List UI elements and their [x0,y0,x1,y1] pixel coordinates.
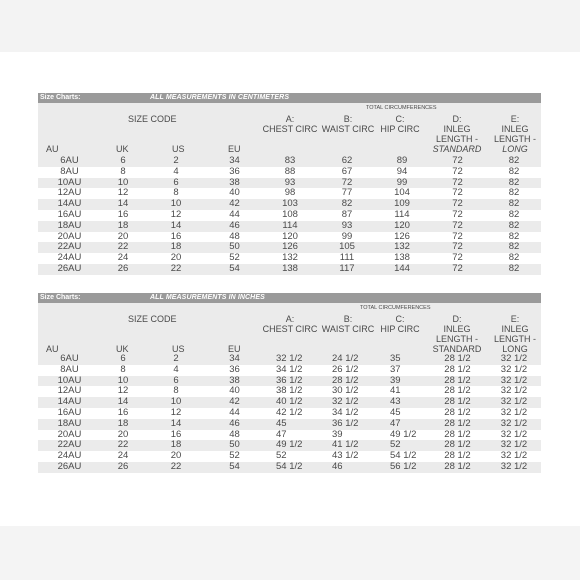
cell-us: 12 [145,210,207,221]
cell-waist: 77 [318,188,376,199]
cell-inleg-standard: 72 [428,253,487,264]
cell-uk: 6 [101,354,145,365]
cell-chest: 93 [262,178,318,189]
cell-uk: 8 [101,167,145,178]
cell-chest: 98 [262,188,318,199]
col-a-letter: A: [285,114,295,124]
cell-waist: 41 1/2 [318,440,376,451]
cell-hip: 43 [376,397,428,408]
cell-eu: 42 [207,199,262,210]
cell-eu: 44 [207,210,262,221]
cell-au: 24AU [38,253,101,264]
cell-waist: 26 1/2 [318,365,376,376]
col-eu-header: EU [228,344,241,354]
cell-inleg-standard: 72 [428,178,487,189]
cell-us: 10 [145,397,207,408]
cell-eu: 50 [207,440,262,451]
col-e-label-2: LENGTH - [493,334,536,344]
cell-inleg-standard: 72 [428,221,487,232]
total-circumferences-label: TOTAL CIRCUMFERENCES [360,305,431,311]
col-d-label-2: LENGTH - [435,134,478,144]
col-d-label-3: STANDARD [432,144,482,154]
cell-us: 16 [145,430,207,441]
cell-hip: 49 1/2 [376,430,428,441]
cell-uk: 20 [101,232,145,243]
cell-au: 24AU [38,451,101,462]
cell-inleg-long: 82 [487,264,541,275]
table-row [38,462,541,473]
cell-eu: 46 [207,221,262,232]
table-row [38,440,541,451]
col-us-header: US [172,144,185,154]
cell-au: 6AU [38,156,101,167]
cell-hip: 89 [376,156,428,167]
cell-us: 6 [145,376,207,387]
cell-inleg-standard: 72 [428,167,487,178]
cell-uk: 14 [101,397,145,408]
cell-au: 18AU [38,419,101,430]
cell-us: 14 [145,221,207,232]
col-e-letter: E: [510,114,520,124]
cell-hip: 41 [376,386,428,397]
cell-us: 22 [145,264,207,275]
cell-hip: 39 [376,376,428,387]
cell-eu: 52 [207,451,262,462]
cell-uk: 6 [101,156,145,167]
cell-inleg-standard: 28 1/2 [428,354,487,365]
cell-eu: 54 [207,462,262,473]
cell-waist: 99 [318,232,376,243]
cell-us: 18 [145,440,207,451]
top-background [0,0,580,52]
cell-inleg-standard: 28 1/2 [428,419,487,430]
table-row [38,365,541,376]
cell-inleg-standard: 28 1/2 [428,440,487,451]
cell-waist: 34 1/2 [318,408,376,419]
table-row [38,232,541,243]
total-circumferences-label: TOTAL CIRCUMFERENCES [366,105,437,111]
cell-au: 26AU [38,462,101,473]
cell-inleg-standard: 28 1/2 [428,386,487,397]
cell-hip: 120 [376,221,428,232]
cell-waist: 105 [318,242,376,253]
cell-inleg-long: 32 1/2 [487,354,541,365]
cell-chest: 126 [262,242,318,253]
column-headers [38,303,541,354]
size-code-label: SIZE CODE [128,314,177,324]
cell-uk: 22 [101,440,145,451]
cell-inleg-long: 82 [487,253,541,264]
col-au-header: AU [46,144,59,154]
cell-inleg-standard: 72 [428,264,487,275]
cell-au: 8AU [38,365,101,376]
col-d-label-1: INLEG [443,324,471,334]
col-a-label: CHEST CIRC [262,324,318,334]
cell-waist: 93 [318,221,376,232]
cell-waist: 117 [318,264,376,275]
chart-title: Size Charts: [40,94,81,101]
cell-waist: 36 1/2 [318,419,376,430]
cell-inleg-long: 32 1/2 [487,440,541,451]
cell-inleg-long: 82 [487,167,541,178]
cell-inleg-long: 32 1/2 [487,365,541,376]
cell-hip: 104 [376,188,428,199]
cell-waist: 43 1/2 [318,451,376,462]
cell-chest: 49 1/2 [262,440,318,451]
bottom-background [0,526,580,580]
cell-waist: 62 [318,156,376,167]
cell-eu: 34 [207,156,262,167]
cell-waist: 67 [318,167,376,178]
cell-au: 14AU [38,397,101,408]
col-a-label: CHEST CIRC [262,124,318,134]
chart-units-note: ALL MEASUREMENTS IN CENTIMETERS [150,94,290,101]
cell-inleg-long: 82 [487,210,541,221]
size-code-label: SIZE CODE [128,114,177,124]
cell-hip: 144 [376,264,428,275]
cell-waist: 30 1/2 [318,386,376,397]
cell-chest: 52 [262,451,318,462]
col-uk-header: UK [116,144,129,154]
cell-us: 22 [145,462,207,473]
cell-inleg-standard: 28 1/2 [428,408,487,419]
cell-us: 4 [145,365,207,376]
cell-eu: 38 [207,178,262,189]
cell-inleg-standard: 72 [428,210,487,221]
col-e-label-3: LONG [502,344,528,354]
cell-chest: 108 [262,210,318,221]
cell-uk: 8 [101,365,145,376]
cell-inleg-standard: 28 1/2 [428,376,487,387]
cell-waist: 72 [318,178,376,189]
table-row [38,178,541,189]
cell-waist: 82 [318,199,376,210]
cell-chest: 120 [262,232,318,243]
cell-eu: 36 [207,167,262,178]
cell-inleg-standard: 28 1/2 [428,397,487,408]
col-c-letter: C: [395,314,405,324]
cell-chest: 34 1/2 [262,365,318,376]
col-d-label-3: STANDARD [432,344,482,354]
cell-hip: 114 [376,210,428,221]
col-a-letter: A: [285,314,295,324]
cell-chest: 138 [262,264,318,275]
table-row [38,188,541,199]
table-row [38,264,541,275]
size-table-body [38,354,541,473]
cell-uk: 12 [101,386,145,397]
size-chart-centimeters [38,93,541,275]
cell-eu: 36 [207,365,262,376]
cell-us: 18 [145,242,207,253]
cell-eu: 48 [207,430,262,441]
col-e-label-3: LONG [502,144,528,154]
cell-au: 12AU [38,386,101,397]
col-b-label: WAIST CIRC [321,124,375,134]
col-e-label-1: INLEG [501,324,529,334]
cell-au: 6AU [38,354,101,365]
table-row [38,210,541,221]
col-e-label-2: LENGTH - [493,134,536,144]
col-b-letter: B: [343,314,353,324]
cell-hip: 54 1/2 [376,451,428,462]
table-row [38,253,541,264]
cell-inleg-standard: 28 1/2 [428,365,487,376]
cell-chest: 38 1/2 [262,386,318,397]
cell-us: 8 [145,386,207,397]
cell-chest: 45 [262,419,318,430]
cell-au: 22AU [38,242,101,253]
chart-title: Size Charts: [40,294,81,301]
cell-eu: 48 [207,232,262,243]
col-c-label: HIP CIRC [380,124,420,134]
table-row [38,386,541,397]
size-table-body [38,156,541,275]
cell-us: 2 [145,156,207,167]
cell-eu: 38 [207,376,262,387]
cell-waist: 28 1/2 [318,376,376,387]
cell-au: 16AU [38,210,101,221]
col-d-label-2: LENGTH - [435,334,478,344]
cell-hip: 35 [376,354,428,365]
cell-uk: 18 [101,419,145,430]
cell-us: 20 [145,253,207,264]
col-eu-header: EU [228,144,241,154]
cell-inleg-long: 82 [487,188,541,199]
table-row [38,376,541,387]
cell-us: 16 [145,232,207,243]
cell-hip: 99 [376,178,428,189]
cell-inleg-long: 82 [487,232,541,243]
cell-waist: 32 1/2 [318,397,376,408]
cell-eu: 40 [207,386,262,397]
size-table-inches [38,354,541,473]
cell-us: 12 [145,408,207,419]
cell-au: 12AU [38,188,101,199]
size-table-centimeters [38,156,541,275]
col-e-letter: E: [510,314,520,324]
table-row [38,451,541,462]
cell-inleg-standard: 72 [428,232,487,243]
col-au-header: AU [46,344,59,354]
cell-uk: 16 [101,408,145,419]
cell-inleg-long: 32 1/2 [487,451,541,462]
cell-uk: 24 [101,253,145,264]
cell-eu: 34 [207,354,262,365]
cell-hip: 132 [376,242,428,253]
cell-inleg-standard: 28 1/2 [428,451,487,462]
col-c-label: HIP CIRC [380,324,420,334]
cell-au: 8AU [38,167,101,178]
cell-hip: 56 1/2 [376,462,428,473]
cell-au: 22AU [38,440,101,451]
col-e-label-1: INLEG [501,124,529,134]
cell-inleg-long: 82 [487,156,541,167]
cell-inleg-standard: 72 [428,156,487,167]
cell-hip: 37 [376,365,428,376]
table-row [38,419,541,430]
cell-hip: 45 [376,408,428,419]
cell-au: 20AU [38,430,101,441]
table-row [38,408,541,419]
cell-chest: 42 1/2 [262,408,318,419]
cell-eu: 40 [207,188,262,199]
cell-inleg-standard: 72 [428,188,487,199]
cell-inleg-standard: 28 1/2 [428,462,487,473]
cell-inleg-standard: 28 1/2 [428,430,487,441]
cell-inleg-long: 32 1/2 [487,419,541,430]
cell-hip: 52 [376,440,428,451]
cell-inleg-long: 32 1/2 [487,408,541,419]
cell-uk: 22 [101,242,145,253]
cell-chest: 114 [262,221,318,232]
col-b-label: WAIST CIRC [321,324,375,334]
cell-inleg-long: 82 [487,221,541,232]
cell-us: 20 [145,451,207,462]
cell-hip: 94 [376,167,428,178]
cell-uk: 16 [101,210,145,221]
cell-eu: 46 [207,419,262,430]
cell-waist: 87 [318,210,376,221]
size-chart-inches [38,293,541,473]
cell-inleg-long: 32 1/2 [487,462,541,473]
cell-au: 14AU [38,199,101,210]
col-uk-header: UK [116,344,129,354]
col-b-letter: B: [343,114,353,124]
cell-au: 16AU [38,408,101,419]
chart-units-note: ALL MEASUREMENTS IN INCHES [150,294,265,301]
cell-inleg-long: 32 1/2 [487,376,541,387]
cell-chest: 40 1/2 [262,397,318,408]
cell-uk: 12 [101,188,145,199]
cell-inleg-long: 82 [487,242,541,253]
cell-chest: 47 [262,430,318,441]
cell-inleg-long: 32 1/2 [487,397,541,408]
cell-hip: 47 [376,419,428,430]
cell-waist: 111 [318,253,376,264]
cell-inleg-long: 32 1/2 [487,386,541,397]
cell-uk: 10 [101,376,145,387]
cell-chest: 36 1/2 [262,376,318,387]
cell-inleg-long: 82 [487,178,541,189]
cell-waist: 46 [318,462,376,473]
cell-inleg-standard: 72 [428,199,487,210]
cell-chest: 83 [262,156,318,167]
col-c-letter: C: [395,114,405,124]
col-d-letter: D: [452,314,462,324]
cell-us: 8 [145,188,207,199]
cell-inleg-standard: 72 [428,242,487,253]
table-row [38,167,541,178]
cell-inleg-long: 82 [487,199,541,210]
cell-uk: 26 [101,462,145,473]
cell-eu: 42 [207,397,262,408]
cell-uk: 24 [101,451,145,462]
cell-au: 26AU [38,264,101,275]
col-us-header: US [172,344,185,354]
cell-chest: 88 [262,167,318,178]
cell-hip: 138 [376,253,428,264]
cell-chest: 54 1/2 [262,462,318,473]
cell-uk: 18 [101,221,145,232]
table-row [38,199,541,210]
cell-us: 14 [145,419,207,430]
table-row [38,156,541,167]
cell-eu: 50 [207,242,262,253]
cell-inleg-long: 32 1/2 [487,430,541,441]
cell-waist: 39 [318,430,376,441]
col-d-label-1: INLEG [443,124,471,134]
table-row [38,354,541,365]
cell-au: 10AU [38,178,101,189]
cell-chest: 132 [262,253,318,264]
cell-eu: 54 [207,264,262,275]
cell-au: 18AU [38,221,101,232]
table-row [38,221,541,232]
chart-title-bar [38,293,541,303]
cell-us: 6 [145,178,207,189]
cell-uk: 20 [101,430,145,441]
col-d-letter: D: [452,114,462,124]
cell-hip: 126 [376,232,428,243]
cell-eu: 52 [207,253,262,264]
cell-au: 20AU [38,232,101,243]
cell-eu: 44 [207,408,262,419]
table-row [38,242,541,253]
cell-uk: 14 [101,199,145,210]
chart-title-bar [38,93,541,103]
cell-hip: 109 [376,199,428,210]
cell-us: 4 [145,167,207,178]
cell-chest: 32 1/2 [262,354,318,365]
cell-chest: 103 [262,199,318,210]
table-row [38,397,541,408]
cell-uk: 10 [101,178,145,189]
table-row [38,430,541,441]
size-chart-sheet [0,52,580,526]
column-headers [38,103,541,156]
cell-au: 10AU [38,376,101,387]
cell-uk: 26 [101,264,145,275]
cell-us: 10 [145,199,207,210]
cell-waist: 24 1/2 [318,354,376,365]
cell-us: 2 [145,354,207,365]
